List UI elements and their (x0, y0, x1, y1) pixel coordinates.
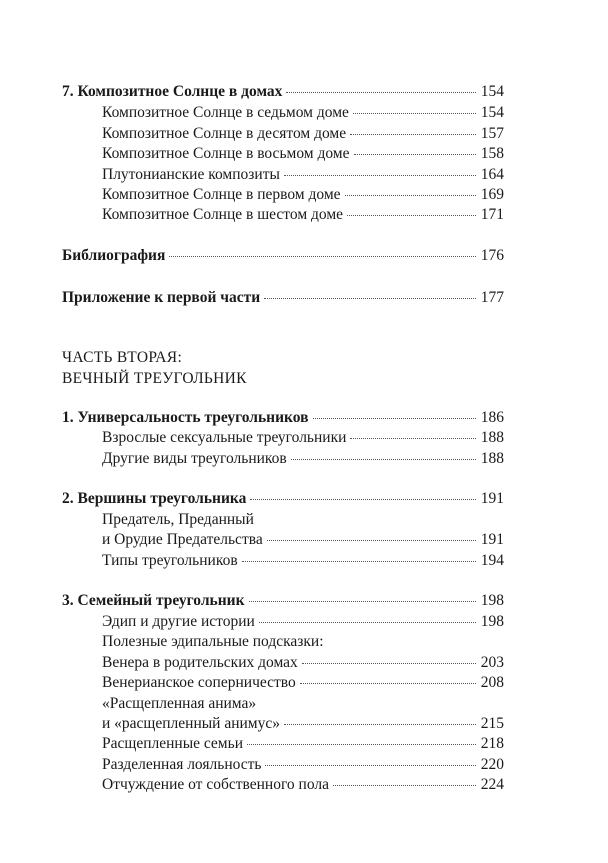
toc-entry (102, 428, 504, 448)
dot-leader (353, 113, 476, 114)
toc-entry-title: Композитное Солнце в первом доме (102, 186, 341, 203)
dot-leader (313, 418, 476, 419)
toc-entry-title: 1. Универсальность треугольников (62, 409, 309, 426)
toc-entry (102, 144, 504, 164)
toc-entry-line: Предатель, Преданный (102, 511, 254, 528)
dot-leader (250, 499, 476, 500)
dot-leader (284, 175, 476, 176)
toc-entry-page: 215 (480, 715, 504, 732)
toc-entry (102, 551, 504, 571)
toc-entry-title: Эдип и другие истории (102, 613, 255, 630)
toc-entry-page: 177 (480, 289, 504, 306)
dot-leader (300, 683, 476, 684)
toc-entry-title: Плутонианские композиты (102, 166, 280, 183)
toc-entry-title: Композитное Солнце в десятом доме (102, 125, 347, 142)
toc-entry-page: 158 (480, 145, 504, 162)
toc-entry (102, 530, 504, 550)
toc-entry-page: 154 (480, 83, 504, 100)
toc-entry-title: Расщепленные семьи (102, 735, 243, 752)
dot-leader (169, 256, 476, 257)
toc-entry (102, 205, 504, 225)
dot-leader (354, 154, 477, 155)
toc-entry-title: Отчуждение от собственного пола (102, 776, 329, 793)
toc-entry (102, 775, 504, 795)
toc-entry-page: 203 (480, 654, 504, 671)
toc-entry-chapter-7 (62, 82, 504, 102)
toc-entry-line: Полезные эдипальные подсказки: (102, 633, 324, 650)
toc-entry-title: 7. Композитное Солнце в домах (62, 83, 283, 100)
toc-entry (102, 165, 504, 185)
toc-entry-title: и «расщепленный анимус» (102, 715, 280, 732)
dot-leader (249, 601, 476, 602)
toc-entry-title: Разделенная лояльность (102, 756, 262, 773)
toc-entry-page: 194 (480, 552, 504, 569)
dot-leader (347, 215, 476, 216)
dot-leader (350, 438, 476, 439)
toc-entry (102, 103, 504, 123)
toc-entry-title: 3. Семейный треугольник (62, 592, 245, 609)
toc-entry-title: Венерианское соперничество (102, 674, 296, 691)
toc-entry-page: 191 (480, 490, 504, 507)
toc-entry-page: 198 (480, 613, 504, 630)
dot-leader (259, 622, 476, 623)
toc-entry-page: 224 (480, 776, 504, 793)
toc-entry-page: 164 (480, 166, 504, 183)
toc-entry-title: и Орудие Предательства (102, 531, 263, 548)
toc-entry-page: 198 (480, 592, 504, 609)
toc-entry-part2-chapter-3 (62, 591, 504, 611)
toc-entry-page: 188 (480, 450, 504, 467)
toc-entry (102, 124, 504, 144)
toc-entry-bibliography (62, 246, 504, 266)
toc-entry-page: 176 (480, 247, 504, 264)
toc-entry-page: 188 (480, 429, 504, 446)
part-heading-line-1: ЧАСТЬ ВТОРАЯ: (62, 349, 183, 366)
dot-leader (302, 663, 476, 664)
toc-entry-title: Композитное Солнце в восьмом доме (102, 145, 350, 162)
dot-leader (291, 459, 476, 460)
dot-leader (247, 744, 476, 745)
toc-entry-page: 191 (480, 531, 504, 548)
toc-entry-page: 208 (480, 674, 504, 691)
part-heading-line-2: ВЕЧНЫЙ ТРЕУГОЛЬНИК (62, 370, 247, 387)
toc-entry-appendix (62, 288, 504, 308)
toc-entry-page: 218 (480, 735, 504, 752)
toc-entry (102, 185, 504, 205)
toc-entry-page: 220 (480, 756, 504, 773)
toc-entry-title: Типы треугольников (102, 552, 238, 569)
toc-entry-title: Композитное Солнце в шестом доме (102, 206, 344, 223)
dot-leader (286, 92, 476, 93)
toc-entry-title: Венера в родительских домах (102, 654, 298, 671)
dot-leader (265, 765, 476, 766)
dot-leader (350, 134, 476, 135)
toc-entry (102, 714, 504, 734)
toc-entry-page: 171 (480, 206, 504, 223)
toc-entry-part2-chapter-1 (62, 408, 504, 428)
dot-leader (345, 195, 476, 196)
toc-entry-line: «Расщепленная анима» (102, 695, 257, 712)
dot-leader (333, 785, 476, 786)
toc-entry-page: 157 (480, 125, 504, 142)
toc-entry-part2-chapter-2 (62, 489, 504, 509)
toc-entry-page: 169 (480, 186, 504, 203)
dot-leader (284, 724, 476, 725)
toc-entry (102, 449, 504, 469)
toc-entry (102, 673, 504, 693)
toc-entry-title: 2. Вершины треугольника (62, 490, 247, 507)
toc-entry-title: Композитное Солнце в седьмом доме (102, 104, 349, 121)
toc-entry-title: Взрослые сексуальные треугольники (102, 429, 347, 446)
toc-entry (102, 755, 504, 775)
toc-entry-page: 154 (480, 104, 504, 121)
toc-entry-page: 186 (480, 409, 504, 426)
toc-entry-title: Другие виды треугольников (102, 450, 287, 467)
toc-entry (102, 653, 504, 673)
dot-leader (264, 298, 476, 299)
toc-entry-title: Библиография (62, 247, 166, 264)
toc-entry-title: Приложение к первой части (62, 289, 261, 306)
toc-entry (102, 734, 504, 754)
dot-leader (242, 561, 476, 562)
toc-entry (102, 612, 504, 632)
dot-leader (267, 540, 476, 541)
